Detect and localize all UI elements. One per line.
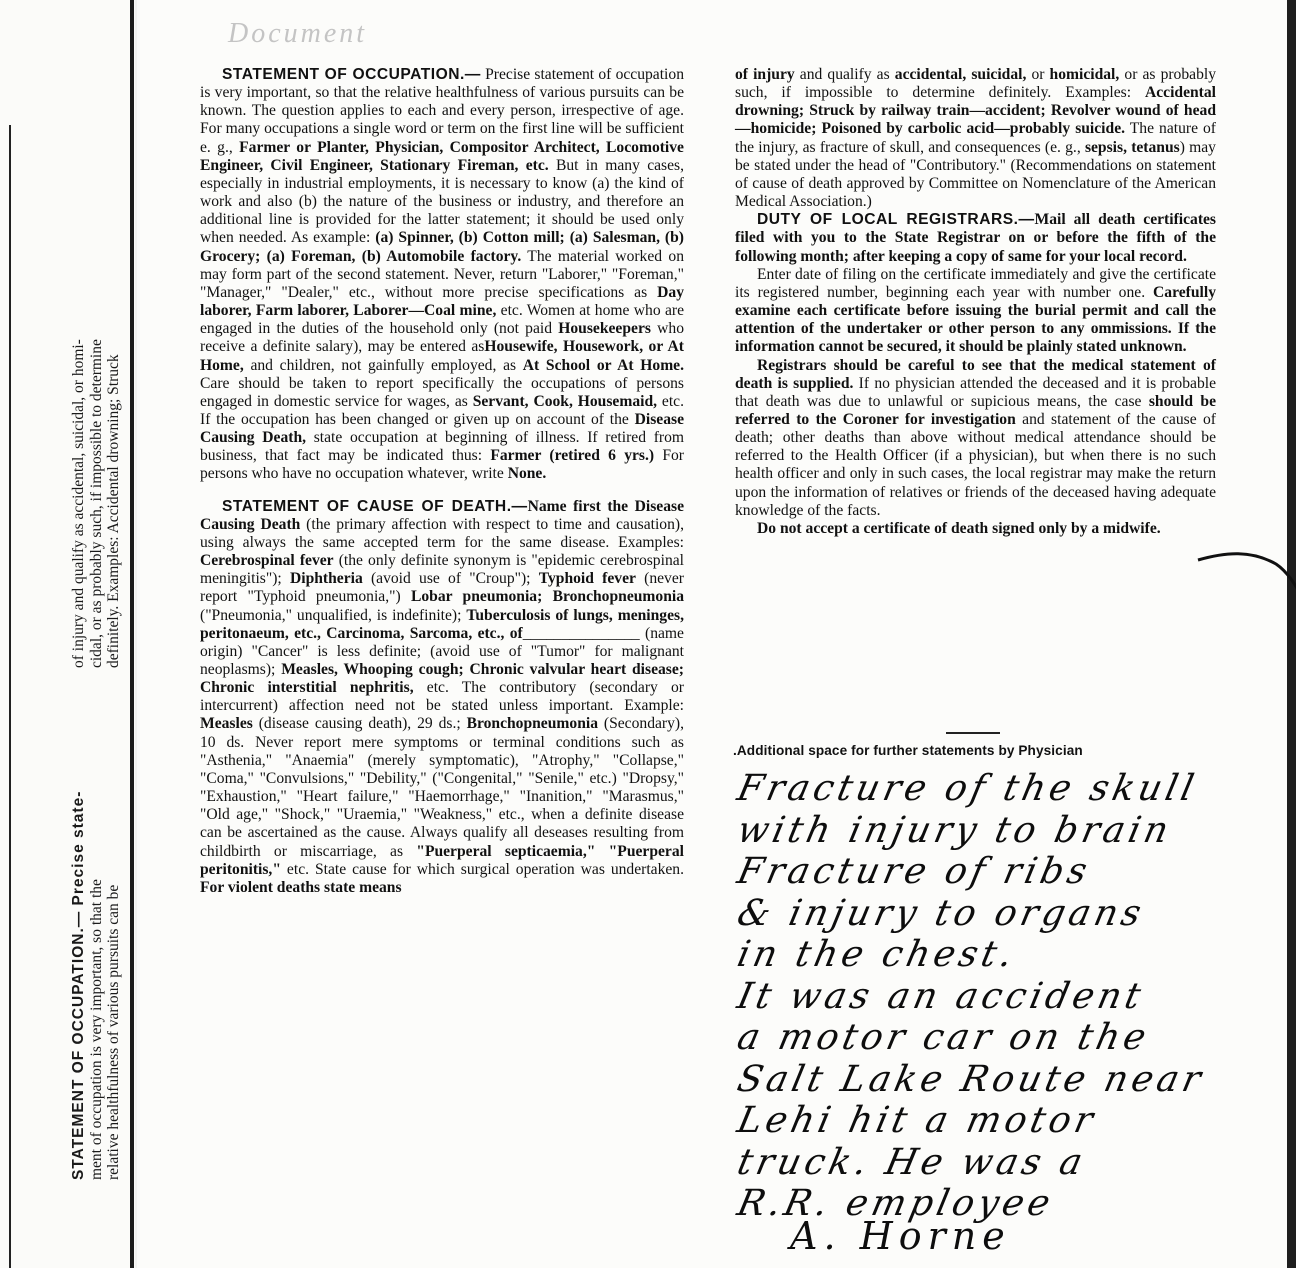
duty-paragraph — [735, 211, 1216, 265]
pen-stroke-mark — [1196, 542, 1296, 602]
bold-text-run: Day laborer, Farm laborer, Laborer—Coal mine, — [200, 283, 684, 320]
text-run: who receive a definite salary), may be entered as — [200, 320, 684, 356]
strip-line: ment of occupation is very important, so that the — [87, 879, 105, 1180]
right-column — [735, 66, 1216, 538]
strip-text-upper — [70, 339, 123, 668]
violent-death-paragraph — [735, 66, 1216, 211]
handwritten-line: a motor car on the — [733, 1017, 1154, 1058]
bold-text-run: Servant, Cook, Housemaid, — [472, 392, 658, 410]
strip-line: of injury and qualify as accidental, suicidal, or homi- — [70, 339, 87, 668]
section-divider — [946, 732, 1000, 734]
text-run: The material worked on may form part of the second statement. Never, return "Laborer," "Foreman," "Manager," "Dealer," etc., without more precise specifications as — [200, 247, 684, 301]
text-run: etc. Women at home who are engaged in the duties of the household only (not paid — [200, 302, 684, 338]
strip-line: relative healthfulness of various pursuits can be — [105, 884, 122, 1180]
handwritten-line: Lehi hit a motor — [733, 1100, 1101, 1141]
bold-text-run: Name first the Disease Causing Death — [200, 497, 684, 533]
bold-text-run: Mail all death certificates filed with you to the State Registrar on or before the fifth of the following month; after keeping a copy of same for your local record. — [735, 211, 1216, 265]
page-edge-shadow — [1287, 0, 1296, 1268]
left-column — [200, 66, 684, 897]
strip-text-lower — [70, 791, 123, 1180]
bold-text-run: Diphtheria — [289, 570, 363, 588]
text-run: (never report "Typhoid pneumonia,") — [200, 570, 684, 606]
filing-paragraph — [735, 266, 1216, 357]
bold-text-run: Housewife, Housework, or At Home, — [200, 338, 685, 374]
text-run: (disease causing death), 29 ds.; — [252, 715, 467, 733]
text-run: and qualify as — [794, 66, 895, 83]
text-run: Precise statement of occupation is very important, so that the relative healthfulness of various pursuits can be known. The question applies to each and every person, irrespective of age. For many occupations a single word or term on the first line will be sufficient e. g., — [200, 66, 684, 156]
text-run: For persons who have no occupation whatever, write — [200, 447, 684, 483]
bold-text-run: Lobar pneumonia; Bronchopneumonia — [410, 588, 684, 606]
bold-text-run: sepsis, tetanus — [1084, 138, 1180, 156]
handwritten-line: in the chest. — [733, 934, 1021, 975]
text-run: etc. State cause for which surgical operation was undertaken. — [281, 860, 684, 878]
handwritten-line: It was an accident — [733, 975, 1149, 1017]
text-run: (Secondary), 10 ds. Never report mere symptoms or terminal conditions such as "Asthenia," "Anaemia" (merely symptomatic), "Atrophy," "Collapse," "Coma," "Convulsions," "Debility," ("Congenital," "Senile," etc.) "Dropsy," "Exhaustion," "Heart failure," "Haemorrhage," "Inanition," "Marasmus," "Old age," "Shock," "Uraemia," "Weakness," etc., when a definite disease can be ascertained as the cause. Always qualify all deseases resulting from childbirth or miscarriage, as — [200, 715, 684, 860]
registrars-paragraph — [735, 357, 1216, 520]
text-run: But in many cases, especially in industrial employments, it is necessary to know (a) the kind of work and also (b) the nature of the business or industry, and therefore an additional line is provided for the latter statement; it should be used only when needed. As example: — [200, 156, 684, 247]
faded-stamp: Document — [228, 18, 368, 49]
bold-text-run: Tuberculosis of lungs, meninges, peritonaeum, etc., Carcinoma, Sarcoma, etc., of — [200, 606, 684, 642]
text-run: etc. The contributory (secondary or intercurrent) affection need not be stated unless important. Example: — [200, 679, 684, 715]
text-run: or as probably such, if impossible to determine definitely. Examples: — [735, 66, 1216, 102]
handwritten-line: Salt Lake Route near — [733, 1058, 1209, 1100]
strip-edge-shadow — [130, 0, 134, 1268]
cause-heading: STATEMENT OF CAUSE OF DEATH.— — [222, 497, 528, 515]
strip-line: STATEMENT OF OCCUPATION.— Precise state- — [70, 790, 87, 1180]
bold-text-run: Cerebrospinal fever — [200, 552, 334, 570]
text-run: The nature of the injury, as fracture of skull, and consequences (e. g., — [735, 120, 1216, 156]
text-run: ) may be stated under the head of "Contributory." (Recommendations on statement of cause of death approved by Committee on Nomenclature of the American Medical Association.) — [735, 138, 1216, 211]
physician-handwritten-statement — [733, 768, 1258, 1225]
bold-text-run: of injury — [735, 66, 795, 83]
handwritten-line: with injury to brain — [733, 809, 1176, 851]
bold-text-run: At School or At Home. — [522, 356, 684, 374]
text-run: Enter date of filing on the certificate immediately and give the certificate its registered number, beginning each year with number one. — [735, 265, 1216, 301]
handwritten-line: R.R. employee — [733, 1183, 1058, 1224]
duty-heading: DUTY OF LOCAL REGISTRARS.— — [757, 211, 1035, 229]
text-run: If no physician attended the deceased and it is probable that death was due to unlawful or supicious means, the case — [735, 374, 1216, 410]
strip-edge-line — [9, 125, 11, 1268]
bold-text-run: Disease Causing Death, — [200, 410, 684, 447]
midwife-text — [757, 520, 1161, 537]
text-run: and statement of the cause of death; other deaths than above without medical attendance should be referred to the Health Officer (if a physician), but when there is no such health officer and only in such cases, the local registrar may make the return upon the information of relatives or friends of the deceased having adequate knowledge of the facts. — [735, 410, 1216, 519]
bold-text-run: homicidal, — [1049, 66, 1120, 83]
occupation-text — [200, 66, 684, 482]
bold-text-run: Farmer (retired 6 yrs.) — [490, 447, 655, 465]
strip-line: cidal, or as probably such, if impossible to determine — [87, 339, 105, 668]
bold-text-run: Measles — [200, 715, 253, 733]
occupation-heading: STATEMENT OF OCCUPATION.— — [222, 66, 481, 83]
registrars-text — [735, 357, 1216, 519]
bold-text-run: Measles, Whooping cough; Chronic valvular heart disease; Chronic interstitial nephritis, — [200, 661, 684, 697]
bold-text-run: Carefully examine each certificate before issuing the burial permit and call the attention of the undertaker or other person to any ommissions. If the information cannot be secured, it should be plainly stated unknown. — [735, 283, 1216, 356]
bold-text-run: should be referred to the Coroner for investigation — [735, 392, 1216, 428]
bold-text-run: Housekeepers — [558, 320, 651, 338]
handwritten-line: Fracture of the skull — [733, 768, 1202, 809]
bold-text-run: None. — [507, 465, 547, 483]
cause-paragraph — [200, 498, 684, 897]
bold-text-run: "Puerperal septicaemia," "Puerperal peritonitis," — [200, 842, 684, 878]
handwritten-line: & injury to organs — [733, 892, 1149, 934]
handwritten-line: Fracture of ribs — [733, 851, 1095, 892]
bold-text-run: Typhoid fever — [538, 570, 636, 588]
additional-statements-heading: .Additional space for further statements by Physician — [733, 743, 1083, 758]
text-run: _______________ (name origin) "Cancer" is less definite; (avoid use of "Tumor" for malignant neoplasms); — [200, 624, 684, 678]
occupation-paragraph — [200, 66, 684, 484]
text-run: Care should be taken to report specifically the occupations of persons engaged in domestic service for wages, as — [200, 374, 684, 410]
bold-text-run: (a) Spinner, (b) Cotton mill; (a) Salesman, (b) Grocery; (a) Foreman, (b) Automobile factory. — [200, 229, 684, 265]
physician-signature: A. Horne — [790, 1214, 1011, 1258]
text-run: or — [1026, 66, 1050, 83]
cause-text — [200, 498, 684, 896]
text-run: (the primary affection with respect to time and causation), using always the same accepted term for the same disease. Examples: — [200, 515, 684, 551]
text-run: (avoid use of "Croup"); — [362, 570, 539, 588]
bold-text-run: Do not accept a certificate of death signed only by a midwife. — [757, 519, 1161, 537]
text-run: state occupation at beginning of illness. If retired from business, that fact may be indicated thus: — [200, 429, 685, 465]
bold-text-run: Farmer or Planter, Physician, Compositor Architect, Locomotive Engineer, Civil Engineer, Stationary Fireman, etc. — [200, 138, 684, 174]
bold-text-run: Bronchopneumonia — [466, 715, 598, 733]
bold-text-run: Registrars should be careful to see that the medical statement of death is supplied. — [735, 356, 1216, 392]
text-run: (the only definite synonym is "epidemic cerebrospinal meningitis"); — [200, 552, 684, 588]
text-run: etc. If the occupation has been changed or given up on account of the — [200, 392, 684, 428]
violent-death-text — [735, 66, 1216, 210]
filing-text — [735, 266, 1216, 356]
handwritten-line: truck. He was a — [733, 1141, 1090, 1183]
bold-text-run: Accidental drowning; Struck by railway train—accident; Revolver wound of head—homicide; Poisoned by carbolic acid—probably suicide. — [735, 84, 1216, 138]
bold-text-run: accidental, suicidal, — [894, 66, 1027, 83]
midwife-paragraph — [735, 520, 1216, 538]
text-run: and children, not gainfully employed, as — [243, 356, 523, 374]
strip-line: definitely. Examples: Accidental drowning; Struck — [105, 354, 122, 668]
bold-text-run: For violent deaths state means — [200, 878, 402, 896]
text-run: ("Pneumonia," unqualified, is indefinite); — [200, 606, 467, 624]
